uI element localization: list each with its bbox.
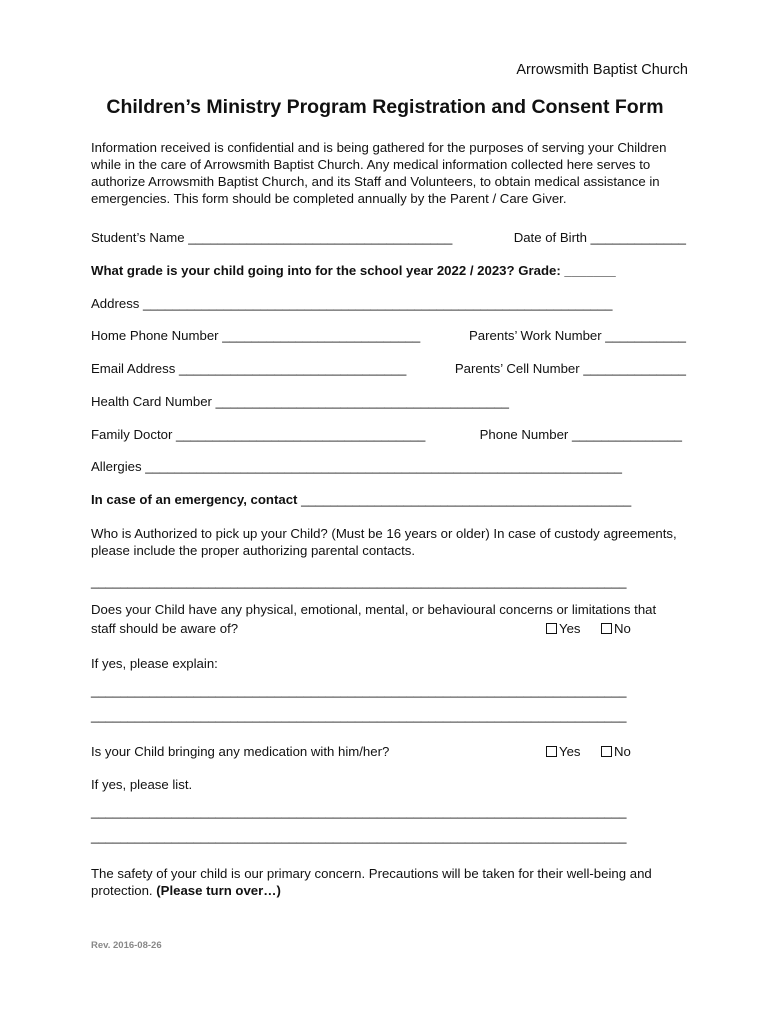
pickup-question: Who is Authorized to pick up your Child? (Must be 16 years or older) In case of custody agreements, please include the proper authorizing parental contacts. bbox=[91, 526, 677, 558]
concerns-question-line2: staff should be aware of? bbox=[91, 621, 239, 636]
emergency-line[interactable]: _____________________________________________ bbox=[301, 492, 632, 507]
cell-number-field[interactable]: Parents’ Cell Number ______________ bbox=[454, 361, 686, 376]
work-number-field[interactable]: Parents’ Work Number ___________ bbox=[469, 328, 686, 343]
concerns-question-line1: Does your Child have any physical, emotional, mental, or behavioural concerns or limitations that bbox=[91, 602, 657, 617]
medication-question: Is your Child bringing any medication with him/her? bbox=[91, 744, 390, 759]
emergency-contact-field[interactable] bbox=[91, 492, 631, 507]
home-phone-field[interactable]: Home Phone Number ___________________________ bbox=[91, 328, 421, 343]
checkbox-icon[interactable] bbox=[546, 746, 557, 757]
concerns-line-1[interactable]: _________________________________________________________________________ bbox=[91, 683, 627, 698]
doctor-phone-field[interactable]: Phone Number _______________ bbox=[479, 427, 682, 442]
email-field[interactable]: Email Address _______________________________ bbox=[91, 361, 407, 376]
pickup-line[interactable]: _________________________________________________________________________ bbox=[91, 574, 627, 589]
address-field[interactable]: Address ________________________________________________________________ bbox=[91, 296, 613, 311]
concerns-explain-label: If yes, please explain: bbox=[91, 656, 218, 671]
concerns-no-option[interactable]: No bbox=[601, 621, 631, 636]
revision-date: Rev. 2016-08-26 bbox=[91, 940, 162, 951]
medication-no-option[interactable]: No bbox=[601, 744, 631, 759]
family-doctor-field[interactable]: Family Doctor __________________________________ bbox=[91, 427, 426, 442]
concerns-yes-option[interactable]: Yes bbox=[546, 621, 581, 636]
safety-statement: The safety of your child is our primary concern. Precautions will be taken for their well-being and protection. (Please turn over…) bbox=[91, 866, 652, 898]
form-title: Children’s Ministry Program Registration and Consent Form bbox=[106, 96, 664, 118]
allergies-field[interactable]: Allergies _________________________________________________________________ bbox=[91, 459, 622, 474]
dob-field[interactable]: Date of Birth _____________ bbox=[513, 230, 686, 245]
grade-field[interactable]: What grade is your child going into for the school year 2022 / 2023? Grade: _______ bbox=[91, 263, 616, 278]
medication-yes-option[interactable]: Yes bbox=[546, 744, 581, 759]
student-name-field[interactable]: Student’s Name ____________________________________ bbox=[91, 230, 453, 245]
medication-list-label: If yes, please list. bbox=[91, 777, 193, 792]
emergency-label: In case of an emergency, contact bbox=[91, 492, 298, 507]
concerns-line-2[interactable]: _________________________________________________________________________ bbox=[91, 708, 627, 723]
checkbox-icon[interactable] bbox=[601, 623, 612, 634]
medication-line-1[interactable]: _________________________________________________________________________ bbox=[91, 804, 627, 819]
turn-over-note: (Please turn over…) bbox=[156, 883, 281, 898]
health-card-field[interactable]: Health Card Number ________________________________________ bbox=[91, 394, 509, 409]
church-name: Arrowsmith Baptist Church bbox=[516, 62, 688, 78]
medication-line-2[interactable]: _________________________________________________________________________ bbox=[91, 829, 627, 844]
checkbox-icon[interactable] bbox=[601, 746, 612, 757]
checkbox-icon[interactable] bbox=[546, 623, 557, 634]
intro-paragraph: Information received is confidential and is being gathered for the purposes of serving your Children while in the care of Arrowsmith Baptist Church. Any medical information collected here serves to authorize Arrowsmith Baptist Church, and its Staff and Volunteers, to obtain medical assistance in emergencies. This form should be completed annually by the Parent / Care Giver. bbox=[91, 140, 667, 206]
